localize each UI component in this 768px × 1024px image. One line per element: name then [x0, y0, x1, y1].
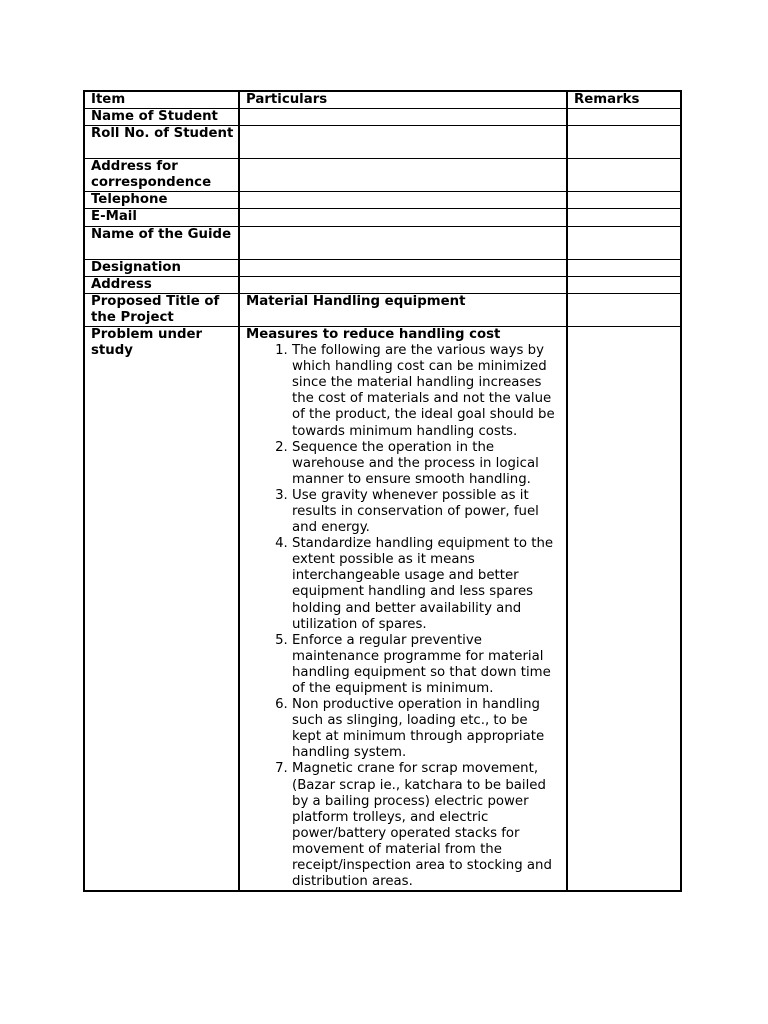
problem-cell: [239, 326, 567, 891]
project-title-value: Material Handling equipment: [239, 293, 567, 326]
row-particulars: [239, 192, 567, 209]
table-row: [84, 192, 681, 209]
row-label: Address for correspondence: [84, 159, 239, 192]
list-item: 4. Standardize handling equipment to the extent possible as it means interchangeable usage and better equipment handling and less spares holding and better availability and utilization of spares.: [292, 536, 560, 633]
list-item: 7. Magnetic crane for scrap movement, (Bazar scrap ie., katchara to be bailed by a bailing process) electric power platform trolleys, and electric power/battery operated stacks for movement of material from the receipt/inspection area to stocking and distribution areas.: [292, 761, 560, 890]
table-row: [84, 293, 681, 326]
row-remarks: [567, 159, 681, 192]
row-remarks: [567, 209, 681, 226]
list-item: 6. Non productive operation in handling such as slinging, loading etc., to be kept at minimum through appropriate handling system.: [292, 697, 560, 761]
list-item: 5. Enforce a regular preventive maintenance programme for material handling equipment so that down time of the equipment is minimum.: [292, 633, 560, 697]
row-particulars: [239, 126, 567, 159]
row-particulars: [239, 276, 567, 293]
row-label: Telephone: [84, 192, 239, 209]
table-row: [84, 226, 681, 259]
row-remarks: [567, 259, 681, 276]
row-remarks: [567, 276, 681, 293]
measures-list: [246, 343, 566, 890]
header-remarks: Remarks: [567, 91, 681, 109]
row-label: Name of Student: [84, 109, 239, 126]
row-label: E-Mail: [84, 209, 239, 226]
row-label: Proposed Title of the Project: [84, 293, 239, 326]
list-item: 3. Use gravity whenever possible as it results in conservation of power, fuel and energy.: [292, 488, 560, 536]
problem-label: Problem under study: [84, 326, 239, 891]
row-remarks: [567, 126, 681, 159]
table-row: [84, 259, 681, 276]
row-remarks: [567, 192, 681, 209]
list-item: 1. The following are the various ways by which handling cost can be minimized since the material handling increases the cost of materials and not the value of the product, the ideal goal should be towards minimum handling costs.: [292, 343, 560, 440]
row-remarks: [567, 326, 681, 891]
row-particulars: [239, 159, 567, 192]
table-header-row: [84, 91, 681, 109]
list-item: 2. Sequence the operation in the warehouse and the process in logical manner to ensure smooth handling.: [292, 440, 560, 488]
row-particulars: [239, 226, 567, 259]
project-proposal-table: [83, 90, 682, 892]
row-particulars: [239, 259, 567, 276]
problem-heading: Measures to reduce handling cost: [246, 326, 501, 342]
row-particulars: [239, 109, 567, 126]
table-row: [84, 109, 681, 126]
table-row: [84, 276, 681, 293]
problem-row: [84, 326, 681, 891]
row-label: Designation: [84, 259, 239, 276]
header-item: Item: [84, 91, 239, 109]
table-row: [84, 209, 681, 226]
table-row: [84, 126, 681, 159]
row-remarks: [567, 293, 681, 326]
row-particulars: [239, 209, 567, 226]
row-remarks: [567, 109, 681, 126]
table-row: [84, 159, 681, 192]
header-particulars: Particulars: [239, 91, 567, 109]
row-remarks: [567, 226, 681, 259]
row-label: Roll No. of Student: [84, 126, 239, 159]
row-label: Name of the Guide: [84, 226, 239, 259]
row-label: Address: [84, 276, 239, 293]
